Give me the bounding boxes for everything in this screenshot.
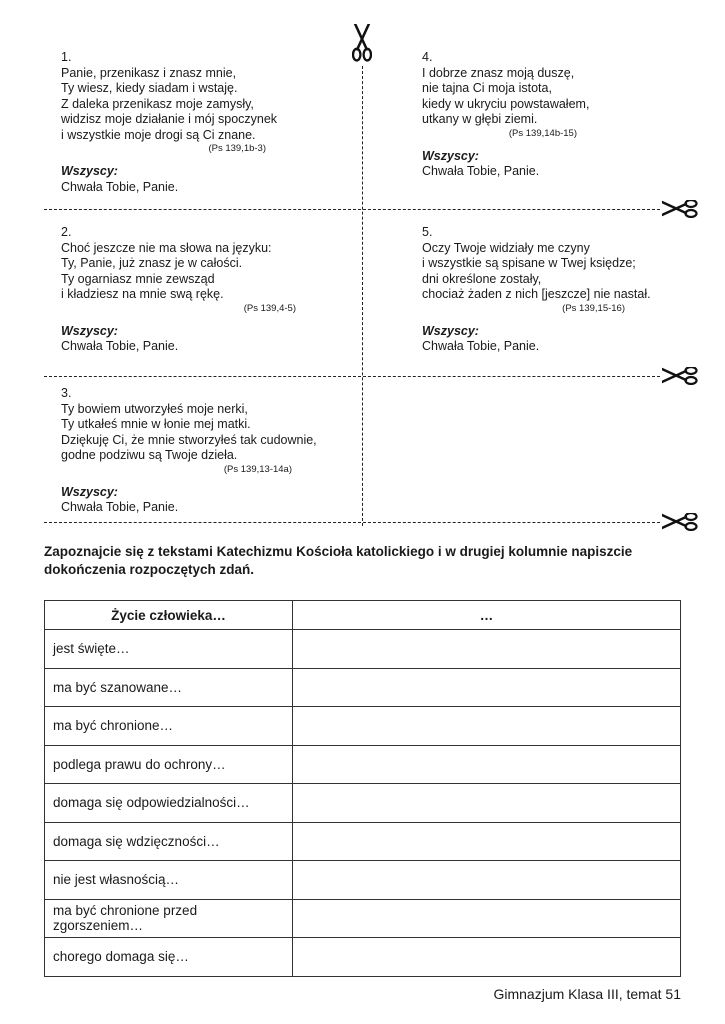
table-row [45, 784, 681, 823]
response-speaker: Wszyscy: [422, 323, 479, 338]
verse-line: dni określone zostały, [422, 271, 542, 286]
table-row [45, 938, 681, 977]
page-footer: Gimnazjum Klasa III, temat 51 [493, 986, 681, 1002]
verse-line: Z daleka przenikasz moje zamysły, [61, 96, 254, 111]
response-text: Chwała Tobie, Panie. [61, 179, 179, 194]
verse-line: kiedy w ukryciu powstawałem, [422, 96, 590, 111]
sentence-start: domaga się odpowiedzialności… [45, 784, 293, 823]
answer-cell[interactable] [293, 668, 681, 707]
answer-cell[interactable] [293, 745, 681, 784]
sentence-start: ma być chronione… [45, 707, 293, 746]
response-text: Chwała Tobie, Panie. [61, 500, 179, 514]
sentence-start: ma być szanowane… [45, 668, 293, 707]
card-number: 2. [61, 225, 72, 239]
cut-line-3 [44, 522, 660, 523]
verse-line: godne podziwu są Twoje dzieła. [61, 448, 238, 462]
verse-line: Ty, Panie, już znasz je w całości. [61, 256, 243, 270]
verse-line: i wszystkie są spisane w Twej księdze; [422, 256, 636, 270]
card-number: 5. [422, 225, 433, 239]
psalm-card-3 [61, 386, 317, 516]
scissors-icon [352, 24, 372, 62]
column-header: … [293, 601, 681, 630]
response-text: Chwała Tobie, Panie. [61, 339, 179, 353]
table-header-row [45, 601, 681, 630]
sentence-start: podlega prawu do ochrony… [45, 745, 293, 784]
psalm-card-4 [422, 50, 590, 180]
psalm-reference: (Ps 139,4-5) [243, 302, 296, 314]
task-instruction: Zapoznajcie się z tekstami Katechizmu Kościoła katolickiego i w drugiej kolumnie napiszcie dokończenia rozpoczętych zdań. [44, 544, 633, 577]
sentence-start: domaga się wdzięczności… [45, 822, 293, 861]
scissors-icon [662, 200, 698, 218]
psalm-reference: (Ps 139,15-16) [562, 302, 625, 314]
verse-line: Ty wiesz, kiedy siadam i wstaję. [61, 81, 238, 95]
card-number: 1. [61, 50, 72, 64]
psalm-reference: (Ps 139,1b-3) [208, 143, 266, 154]
verse-line: Dziękuję Ci, że mnie stworzyłeś tak cudownie, [61, 432, 317, 447]
verse-line: chociaż żaden z nich [jeszcze] nie nastał. [422, 287, 651, 301]
verse-line: Panie, przenikasz i znasz mnie, [61, 65, 237, 80]
response-speaker: Wszyscy: [61, 484, 118, 499]
card-number: 4. [422, 50, 433, 64]
column-header: Życie człowieka… [45, 601, 293, 630]
completion-table [44, 600, 681, 977]
verse-line: Oczy Twoje widziały me czyny [422, 240, 590, 255]
psalm-reference: (Ps 139,14b-15) [508, 127, 577, 139]
table-row [45, 707, 681, 746]
table-row [45, 745, 681, 784]
verse-line: i wszystkie moje drogi są Ci znane. [61, 127, 256, 142]
answer-cell[interactable] [293, 938, 681, 977]
verse-line: Ty ogarniasz mnie zewsząd [61, 271, 215, 286]
psalm-reference: (Ps 139,13-14a) [223, 463, 292, 475]
answer-cell[interactable] [293, 707, 681, 746]
response-speaker: Wszyscy: [61, 323, 118, 338]
answer-cell[interactable] [293, 899, 681, 938]
answer-cell[interactable] [293, 822, 681, 861]
verse-line: widzisz moje działanie i mój spoczynek [61, 112, 278, 126]
response-text: Chwała Tobie, Panie. [422, 339, 540, 353]
table-row [45, 861, 681, 900]
answer-cell[interactable] [293, 784, 681, 823]
table-row [45, 668, 681, 707]
psalm-card-2 [61, 225, 296, 355]
scissors-icon [662, 367, 698, 385]
verse-line: I dobrze znasz moją duszę, [422, 65, 575, 80]
scissors-icon [662, 513, 698, 531]
card-number: 3. [61, 386, 72, 400]
sentence-start: ma być chronione przed zgorszeniem… [45, 899, 293, 938]
cut-line-1 [44, 209, 660, 210]
sentence-start: chorego domaga się… [45, 938, 293, 977]
verse-line: Choć jeszcze nie ma słowa na języku: [61, 240, 272, 255]
verse-line: Ty bowiem utworzyłeś moje nerki, [61, 401, 248, 416]
response-text: Chwała Tobie, Panie. [422, 164, 540, 178]
response-speaker: Wszyscy: [61, 164, 118, 178]
verse-line: utkany w głębi ziemi. [422, 112, 538, 126]
table-row [45, 822, 681, 861]
psalm-card-1 [61, 50, 278, 195]
answer-cell[interactable] [293, 861, 681, 900]
verse-line: nie tajna Ci moja istota, [422, 81, 552, 95]
verse-line: i kładziesz na mnie swą rękę. [61, 287, 224, 301]
sentence-start: jest święte… [45, 630, 293, 669]
sentence-start: nie jest własnością… [45, 861, 293, 900]
table-row [45, 630, 681, 669]
answer-cell[interactable] [293, 630, 681, 669]
cut-line-2 [44, 376, 660, 377]
psalm-card-5 [422, 225, 651, 355]
vertical-cut-line [362, 66, 363, 526]
response-speaker: Wszyscy: [422, 148, 479, 163]
verse-line: Ty utkałeś mnie w łonie mej matki. [61, 417, 251, 431]
table-row [45, 899, 681, 938]
